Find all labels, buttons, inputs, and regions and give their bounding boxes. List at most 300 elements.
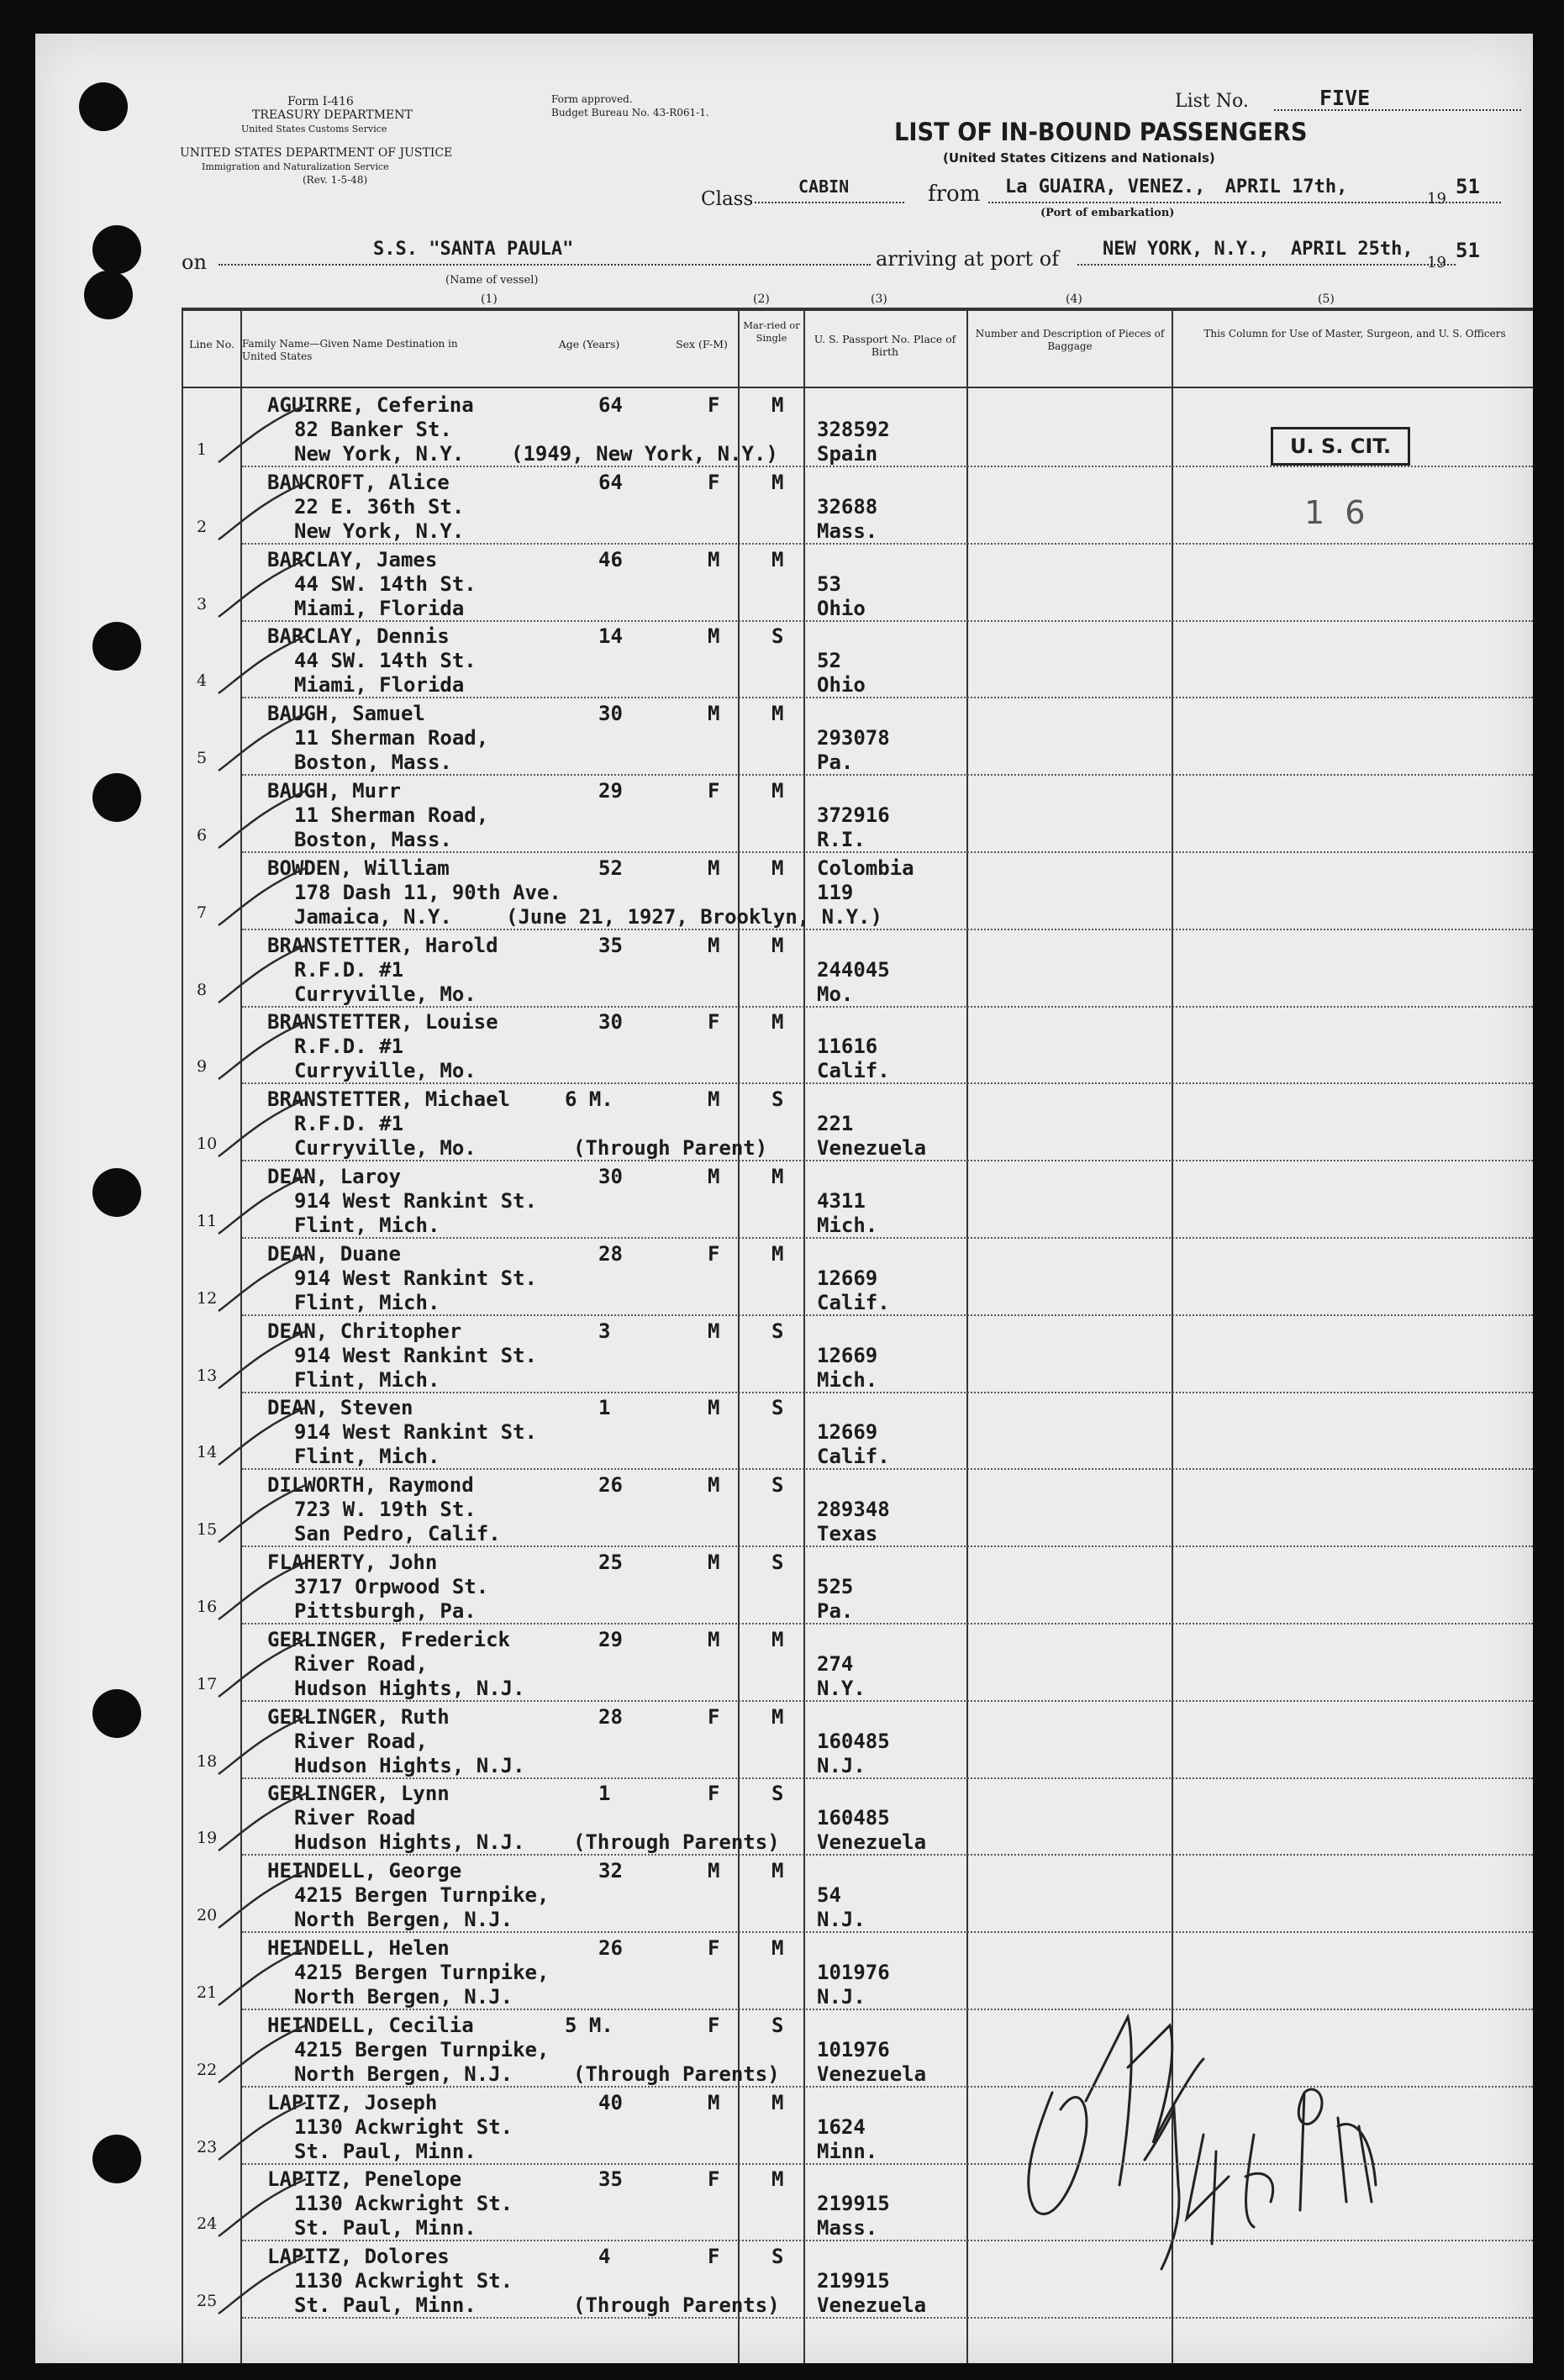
passport-number: 32688: [817, 494, 878, 519]
arrival-port: NEW YORK, N.Y.,: [1103, 239, 1270, 260]
address-line-1: 914 West Rankint St.: [294, 1343, 537, 1367]
address-line-2: North Bergen, N.J.: [294, 2061, 513, 2086]
check-mark-icon: [212, 621, 313, 698]
passenger-name: BRANSTETTER, Louise: [267, 1010, 498, 1035]
address-line-1: 4215 Bergen Turnpike,: [294, 1883, 550, 1908]
check-mark-icon: [212, 2241, 313, 2319]
passport-number: 52: [817, 649, 841, 673]
table-top-rule: [182, 308, 1533, 311]
age: 4: [598, 2245, 611, 2269]
marital-status: M: [771, 1165, 784, 1188]
arrival-year-prefix: 19: [1427, 254, 1446, 271]
sex: M: [708, 702, 720, 726]
address-line-1: 4215 Bergen Turnpike,: [294, 2037, 550, 2061]
list-no-label: List No.: [1175, 91, 1249, 112]
marital-status: M: [771, 1627, 784, 1651]
passport-number: 160485: [817, 1729, 890, 1753]
address-line-1: 4215 Bergen Turnpike,: [294, 1961, 550, 1984]
place-of-birth: N.J.: [817, 1985, 866, 2009]
sex: F: [708, 393, 720, 417]
line-number: 2: [197, 517, 208, 536]
place-of-birth: Mass.: [817, 2216, 878, 2240]
line-number: 7: [197, 903, 208, 922]
table-row: [35, 621, 1533, 698]
age: 1: [598, 1782, 611, 1806]
age: 35: [598, 2167, 623, 2192]
address-line-1: R.F.D. #1: [294, 957, 404, 982]
arriving-label: arriving at port of: [876, 247, 1060, 271]
check-mark-icon: [212, 698, 313, 776]
manifest-page: [35, 34, 1533, 2363]
table-row: [35, 467, 1533, 545]
passport-number: 221: [817, 1112, 854, 1136]
sex: M: [708, 1319, 720, 1343]
address-line-2: St. Paul, Minn.: [294, 2216, 477, 2240]
check-mark-icon: [212, 1316, 313, 1393]
table-row: [35, 2010, 1533, 2088]
arrival-year: 51: [1456, 239, 1480, 262]
sex: F: [708, 1782, 720, 1806]
table-header-rule: [182, 387, 1533, 388]
age: 30: [598, 702, 623, 726]
header-passport: U. S. Passport No. Place of Birth: [814, 333, 956, 358]
passport-number: 1624: [817, 2114, 866, 2139]
place-of-birth: Calif.: [817, 1445, 890, 1469]
place-of-birth: Venezuela: [817, 2061, 927, 2086]
address-line-2: Jamaica, N.Y.: [294, 904, 452, 929]
officer-mark: 1 6: [1304, 494, 1371, 531]
marital-status: S: [771, 1087, 784, 1112]
passenger-name: HEINDELL, George: [267, 1859, 462, 1883]
from-field: [988, 176, 1501, 203]
sex: M: [708, 1627, 720, 1651]
passenger-name: DEAN, Steven: [267, 1396, 413, 1420]
place-of-birth: Texas: [817, 1522, 878, 1546]
address-line-1: 82 Banker St.: [294, 418, 452, 441]
line-number: 13: [197, 1366, 218, 1385]
passport-number: 12669: [817, 1266, 878, 1290]
age: 3: [598, 1319, 611, 1343]
marital-status: M: [771, 1241, 784, 1266]
passport-number: 328592: [817, 418, 890, 441]
check-mark-icon: [212, 1624, 313, 1702]
list-no-value: FIVE: [1319, 86, 1371, 110]
passenger-name: BARCLAY, James: [267, 547, 438, 571]
sex: F: [708, 779, 720, 803]
address-line-1: 178 Dash 11, 90th Ave.: [294, 880, 561, 904]
address-line-1: 11 Sherman Road,: [294, 803, 489, 827]
line-number: 24: [197, 2214, 218, 2234]
passenger-name: BRANSTETTER, Michael: [267, 1087, 510, 1112]
marital-status: M: [771, 1010, 784, 1035]
address-line-2: Pittsburgh, Pa.: [294, 1599, 477, 1623]
address-line-2: Hudson Hights, N.J.: [294, 1830, 525, 1855]
passport-number: 11616: [817, 1035, 878, 1059]
sex: F: [708, 2013, 720, 2037]
marital-status: M: [771, 933, 784, 957]
passport-number: 101976: [817, 2037, 890, 2061]
table-row: [35, 1084, 1533, 1161]
age: 5 M.: [565, 2013, 613, 2037]
line-number: 11: [197, 1212, 218, 1230]
table-row: [35, 1239, 1533, 1316]
address-line-1: River Road: [294, 1806, 416, 1830]
check-mark-icon: [212, 1933, 313, 2010]
line-number: 12: [197, 1288, 218, 1308]
sex: F: [708, 470, 720, 494]
passport-number: 101976: [817, 1961, 890, 1984]
place-of-birth: Pa.: [817, 750, 854, 775]
address-line-2: Hudson Hights, N.J.: [294, 1676, 525, 1700]
passenger-name: BARCLAY, Dennis: [267, 624, 450, 649]
line-number: 14: [197, 1443, 218, 1462]
sex: M: [708, 1859, 720, 1883]
passenger-name: FLAHERTY, John: [267, 1551, 438, 1574]
address-line-2: Hudson Hights, N.J.: [294, 1753, 525, 1777]
address-line-1: River Road,: [294, 1729, 428, 1753]
binder-hole: [84, 271, 133, 319]
check-mark-icon: [212, 1702, 313, 1779]
check-mark-icon: [212, 467, 313, 545]
address-line-1: 44 SW. 14th St.: [294, 649, 477, 673]
marital-status: S: [771, 1473, 784, 1498]
treasury-dept: TREASURY DEPARTMENT: [252, 108, 413, 122]
passenger-name: AGUIRRE, Ceferina: [267, 393, 474, 417]
check-mark-icon: [212, 930, 313, 1008]
place-of-birth: Pa.: [817, 1599, 854, 1623]
sex: M: [708, 624, 720, 649]
arrival-date: APRIL 25th,: [1290, 239, 1414, 260]
check-mark-icon: [212, 776, 313, 853]
sex: M: [708, 1165, 720, 1188]
place-of-birth: Mass.: [817, 519, 878, 543]
budget-bureau: Budget Bureau No. 43-R061-1.: [551, 107, 709, 118]
passport-number: 219915: [817, 2192, 890, 2216]
form-number: Form I-416: [287, 95, 354, 108]
check-mark-icon: [212, 1856, 313, 1933]
check-mark-icon: [212, 1393, 313, 1470]
birth-note: (Through Parent): [573, 1136, 768, 1161]
address-line-2: Flint, Mich.: [294, 1214, 440, 1237]
passport-number: 160485: [817, 1806, 890, 1830]
passport-number: 219915: [817, 2269, 890, 2293]
vessel-field: [219, 239, 871, 266]
check-mark-icon: [212, 545, 313, 622]
passenger-name: HEINDELL, Cecilia: [267, 2013, 474, 2037]
table-row: [35, 2241, 1533, 2319]
passenger-name: GERLINGER, Frederick: [267, 1627, 510, 1651]
sex: F: [708, 1241, 720, 1266]
header-officers: This Column for Use of Master, Surgeon, and U. S. Officers: [1203, 328, 1506, 340]
table-row: [35, 390, 1533, 467]
class-label: Class: [701, 188, 754, 210]
passenger-name: BANCROFT, Alice: [267, 470, 450, 494]
line-number: 15: [197, 1520, 218, 1540]
table-row: [35, 1547, 1533, 1624]
line-number: 23: [197, 2137, 218, 2156]
marital-status: S: [771, 624, 784, 649]
header-age: Age (Years): [558, 338, 620, 350]
header-baggage: Number and Description of Pieces of Baggage: [975, 328, 1165, 352]
sex: F: [708, 1010, 720, 1035]
page-title: LIST OF IN-BOUND PASSENGERS: [894, 118, 1308, 146]
place-of-birth: Colombia: [817, 856, 914, 880]
sex: M: [708, 2090, 720, 2114]
check-mark-icon: [212, 1547, 313, 1624]
line-number: 16: [197, 1598, 218, 1616]
line-number: 9: [197, 1057, 208, 1077]
sex: F: [708, 2245, 720, 2269]
marital-status: M: [771, 393, 784, 417]
address-line-1: 1130 Ackwright St.: [294, 2192, 513, 2216]
passenger-name: BAUGH, Samuel: [267, 702, 425, 726]
passport-number: 119: [817, 880, 854, 904]
embark-caption: (Port of embarkation): [1040, 207, 1175, 219]
check-mark-icon: [212, 2010, 313, 2088]
line-number: 4: [197, 671, 208, 691]
check-mark-icon: [212, 390, 313, 467]
marital-status: M: [771, 779, 784, 803]
table-row: [35, 1702, 1533, 1779]
us-citizen-stamp: U. S. CIT.: [1271, 427, 1410, 466]
on-label: on: [182, 250, 207, 274]
list-no-field: [1274, 86, 1521, 111]
age: 30: [598, 1165, 623, 1188]
place-of-birth: Venezuela: [817, 1136, 927, 1161]
passenger-name: HEINDELL, Helen: [267, 1936, 450, 1960]
passport-number: 244045: [817, 957, 890, 982]
passenger-name: BRANSTETTER, Harold: [267, 933, 498, 957]
place-of-birth: Mich.: [817, 1214, 878, 1237]
age: 6 M.: [565, 1087, 613, 1112]
passport-number: 525: [817, 1575, 854, 1598]
marital-status: S: [771, 2013, 784, 2037]
col-num-4: (4): [1066, 292, 1082, 306]
address-line-1: R.F.D. #1: [294, 1112, 404, 1136]
address-line-2: New York, N.Y.: [294, 519, 465, 543]
address-line-2: St. Paul, Minn.: [294, 2139, 477, 2163]
line-number: 21: [197, 1983, 218, 2002]
marital-status: M: [771, 1936, 784, 1960]
class-value: CABIN: [798, 176, 850, 197]
line-number: 25: [197, 2292, 218, 2311]
line-number: 3: [197, 594, 208, 613]
customs-service: United States Customs Service: [241, 124, 387, 134]
address-line-1: 914 West Rankint St.: [294, 1420, 537, 1445]
table-row: [35, 545, 1533, 622]
table-row: [35, 930, 1533, 1008]
address-line-2: Miami, Florida: [294, 673, 465, 698]
birth-note: (Through Parents): [573, 1830, 780, 1855]
table-row: [35, 1624, 1533, 1702]
vessel-name: S.S. "SANTA PAULA": [373, 239, 574, 260]
marital-status: M: [771, 547, 784, 571]
passenger-name: DILWORTH, Raymond: [267, 1473, 474, 1498]
passenger-name: DEAN, Laroy: [267, 1165, 401, 1188]
passenger-name: DEAN, Chritopher: [267, 1319, 462, 1343]
sex: M: [708, 1396, 720, 1420]
address-line-2: Flint, Mich.: [294, 1445, 440, 1469]
place-of-birth: Calif.: [817, 1059, 890, 1083]
line-number: 5: [197, 749, 208, 768]
marital-status: S: [771, 2245, 784, 2269]
passenger-name: BAUGH, Murr: [267, 779, 401, 803]
birth-note: (Through Parents): [573, 2061, 780, 2086]
age: 64: [598, 393, 623, 417]
address-line-2: Miami, Florida: [294, 596, 465, 620]
revision: (Rev. 1-5-48): [303, 174, 368, 186]
address-line-2: Boston, Mass.: [294, 828, 452, 851]
page-subtitle: (United States Citizens and Nationals): [943, 150, 1215, 166]
passport-number: 4311: [817, 1189, 866, 1213]
age: 35: [598, 933, 623, 957]
line-number: 6: [197, 826, 208, 845]
marital-status: M: [771, 1704, 784, 1729]
passport-number: 274: [817, 1651, 854, 1676]
age: 1: [598, 1396, 611, 1420]
from-value: La GUAIRA, VENEZ.,: [1005, 176, 1206, 197]
passport-number: 372916: [817, 803, 890, 827]
address-line-1: 914 West Rankint St.: [294, 1266, 537, 1290]
age: 64: [598, 470, 623, 494]
sex: M: [708, 1473, 720, 1498]
marital-status: S: [771, 1319, 784, 1343]
sex: F: [708, 1704, 720, 1729]
place-of-birth: Venezuela: [817, 2293, 927, 2318]
place-of-birth: N.Y.: [817, 1676, 866, 1700]
place-of-birth: Mich.: [817, 1367, 878, 1392]
passenger-name: LAPITZ, Penelope: [267, 2167, 462, 2192]
marital-status: M: [771, 2090, 784, 2114]
table-row: [35, 698, 1533, 776]
address-line-2: Curryville, Mo.: [294, 1059, 477, 1083]
age: 14: [598, 624, 623, 649]
birth-note: (Through Parents): [573, 2293, 780, 2318]
birth-note: (1949, New York, N.Y.): [511, 442, 778, 466]
address-line-1: 3717 Orpwood St.: [294, 1575, 489, 1598]
place-of-birth: Spain: [817, 442, 878, 466]
place-of-birth: R.I.: [817, 828, 866, 851]
marital-status: M: [771, 856, 784, 880]
line-number: 22: [197, 2060, 218, 2079]
line-number: 17: [197, 1674, 218, 1693]
place-of-birth: N.J.: [817, 1908, 866, 1932]
passenger-name: LAPITZ, Joseph: [267, 2090, 438, 2114]
vessel-caption: (Name of vessel): [445, 274, 539, 287]
sex: M: [708, 1087, 720, 1112]
birth-note: (June 21, 1927, Brooklyn, N.Y.): [506, 904, 882, 929]
sex: F: [708, 2167, 720, 2192]
age: 32: [598, 1859, 623, 1883]
address-line-1: 11 Sherman Road,: [294, 726, 489, 750]
embark-year-prefix: 19: [1427, 190, 1446, 208]
place-of-birth: Ohio: [817, 596, 866, 620]
from-label: from: [928, 182, 981, 207]
header-name: Family Name—Given Name Destination in United States: [242, 338, 458, 362]
line-number: 20: [197, 1906, 218, 1925]
header-married: Mar-ried or Single: [743, 319, 800, 344]
binder-hole: [92, 225, 141, 274]
check-mark-icon: [212, 1007, 313, 1084]
table-row: [35, 2164, 1533, 2241]
line-number: 1: [197, 440, 208, 459]
table-row: [35, 1470, 1533, 1547]
passenger-name: GERLINGER, Lynn: [267, 1782, 450, 1806]
line-number: 18: [197, 1751, 218, 1771]
table-row: [35, 1316, 1533, 1393]
address-line-2: North Bergen, N.J.: [294, 1985, 513, 2009]
address-line-1: 22 E. 36th St.: [294, 494, 465, 519]
sex: M: [708, 933, 720, 957]
justice-dept: UNITED STATES DEPARTMENT OF JUSTICE: [180, 146, 453, 160]
address-line-1: 1130 Ackwright St.: [294, 2114, 513, 2139]
arrival-field: [1077, 239, 1456, 266]
address-line-2: Flint, Mich.: [294, 1367, 440, 1392]
marital-status: M: [771, 702, 784, 726]
passenger-name: DEAN, Duane: [267, 1241, 401, 1266]
passenger-name: LAPITZ, Dolores: [267, 2245, 450, 2269]
check-mark-icon: [212, 1470, 313, 1547]
address-line-1: 914 West Rankint St.: [294, 1189, 537, 1213]
sex: M: [708, 856, 720, 880]
address-line-2: Curryville, Mo.: [294, 982, 477, 1006]
address-line-2: Boston, Mass.: [294, 750, 452, 775]
age: 26: [598, 1473, 623, 1498]
age: 46: [598, 547, 623, 571]
place-of-birth: Minn.: [817, 2139, 878, 2163]
sex: M: [708, 547, 720, 571]
col-num-5: (5): [1318, 292, 1335, 306]
place-of-birth: Calif.: [817, 1290, 890, 1314]
address-line-2: St. Paul, Minn.: [294, 2293, 477, 2318]
class-field: [755, 176, 904, 203]
marital-status: S: [771, 1551, 784, 1574]
address-line-2: San Pedro, Calif.: [294, 1522, 501, 1546]
marital-status: S: [771, 1396, 784, 1420]
table-row: [35, 1161, 1533, 1239]
row-divider: [242, 2317, 1533, 2319]
address-line-1: 1130 Ackwright St.: [294, 2269, 513, 2293]
address-line-2: North Bergen, N.J.: [294, 1908, 513, 1932]
passport-number: 289348: [817, 1498, 890, 1522]
header-line-no: Line No.: [189, 338, 234, 350]
place-of-birth: Ohio: [817, 673, 866, 698]
check-mark-icon: [212, 1778, 313, 1856]
line-number: 8: [197, 980, 208, 999]
passport-number: 12669: [817, 1343, 878, 1367]
address-line-1: R.F.D. #1: [294, 1035, 404, 1059]
marital-status: M: [771, 470, 784, 494]
line-number: 19: [197, 1829, 218, 1848]
col-num-3: (3): [871, 292, 887, 306]
sex: F: [708, 1936, 720, 1960]
address-line-1: 44 SW. 14th St.: [294, 571, 477, 596]
address-line-2: Curryville, Mo.: [294, 1136, 477, 1161]
age: 28: [598, 1241, 623, 1266]
table-row: [35, 2088, 1533, 2165]
passenger-name: BOWDEN, William: [267, 856, 450, 880]
passport-number: 12669: [817, 1420, 878, 1445]
check-mark-icon: [212, 853, 313, 930]
passenger-name: GERLINGER, Ruth: [267, 1704, 450, 1729]
address-line-1: 723 W. 19th St.: [294, 1498, 477, 1522]
age: 28: [598, 1704, 623, 1729]
table-row: [35, 1393, 1533, 1470]
address-line-2: Flint, Mich.: [294, 1290, 440, 1314]
check-mark-icon: [212, 1084, 313, 1161]
age: 25: [598, 1551, 623, 1574]
col-num-2: (2): [753, 292, 770, 306]
